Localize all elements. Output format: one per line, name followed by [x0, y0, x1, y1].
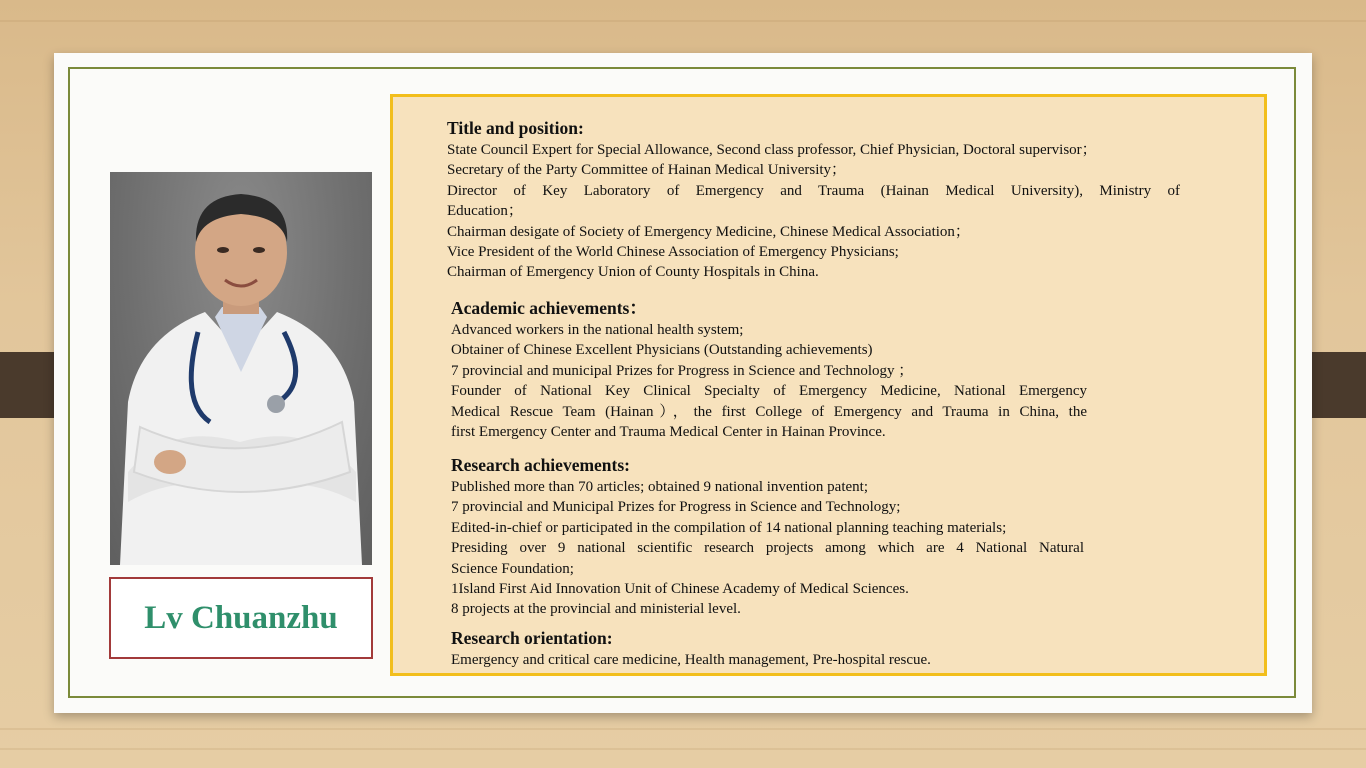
section-line: Chairman desigate of Society of Emergency Medicine, Chinese Medical Association；	[447, 223, 970, 240]
name-box	[109, 577, 373, 659]
section-line: first Emergency Center and Trauma Medical Center in Hainan Province.	[451, 424, 886, 441]
section-line: 7 provincial and Municipal Prizes for Progress in Science and Technology;	[451, 499, 901, 516]
section-line: Founder of National Key Clinical Specialty of Emergency Medicine, National Emergency	[451, 383, 1087, 400]
section-line: Presiding over 9 national scientific research projects among which are 4 National Natural	[451, 540, 1084, 557]
section-line: Medical Rescue Team (Hainan），the first College of Emergency and Trauma in China, the	[451, 403, 1087, 420]
section-line: Chairman of Emergency Union of County Hospitals in China.	[447, 264, 819, 281]
section-line: Edited-in-chief or participated in the compilation of 14 national planning teaching materials;	[451, 519, 1007, 536]
section-line: 7 provincial and municipal Prizes for Progress in Science and Technology ；	[451, 362, 914, 379]
section-line: Advanced workers in the national health system;	[451, 322, 744, 338]
wood-grain	[0, 20, 1366, 22]
section-line: Science Foundation;	[451, 560, 574, 577]
section-line: Secretary of the Party Committee of Hainan Medical University；	[447, 162, 847, 179]
section-line: 1Island First Aid Innovation Unit of Chinese Academy of Medical Sciences.	[451, 581, 909, 598]
section-title-position	[447, 118, 1207, 283]
section-line: Emergency and critical care medicine, Health management, Pre-hospital rescue.	[451, 652, 931, 668]
section-line: Vice President of the World Chinese Association of Emergency Physicians;	[447, 244, 899, 261]
section-line: State Council Expert for Special Allowance, Second class professor, Chief Physician, Doctoral supervisor；	[447, 142, 1097, 158]
section-heading: Academic achievements：	[451, 298, 647, 318]
section-line: 8 projects at the provincial and ministerial level.	[451, 601, 741, 618]
section-line: Obtainer of Chinese Excellent Physicians (Outstanding achievements)	[451, 342, 873, 359]
wood-grain	[0, 748, 1366, 750]
section-orientation	[451, 628, 1091, 670]
wood-grain	[0, 728, 1366, 730]
section-line: Director of Key Laboratory of Emergency and Trauma (Hainan Medical University), Ministry of	[447, 182, 1180, 199]
doctor-photo	[110, 172, 372, 565]
doctor-portrait-icon	[110, 172, 372, 565]
section-academic	[451, 298, 1091, 442]
section-heading: Research achievements:	[451, 455, 630, 475]
person-name: Lv Chuanzhu	[144, 599, 338, 636]
section-heading: Title and position:	[447, 118, 584, 138]
section-research	[451, 455, 1091, 620]
section-heading: Research orientation:	[451, 628, 613, 648]
section-line: Education；	[447, 203, 523, 220]
section-line: Published more than 70 articles; obtained 9 national invention patent;	[451, 479, 868, 495]
